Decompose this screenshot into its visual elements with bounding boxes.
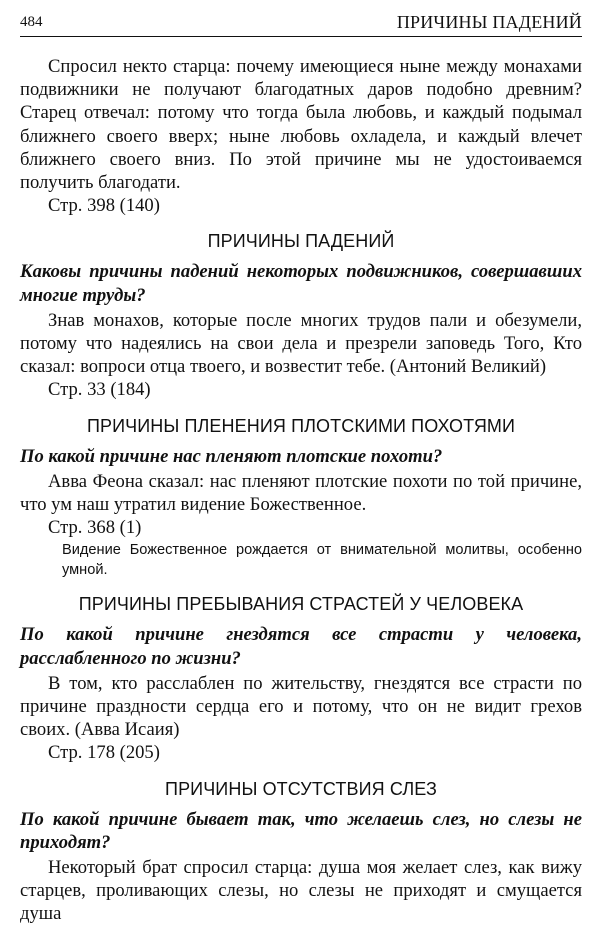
section-question: По какой причине гнездятся все страсти у человека, расслабленного по жизни? (20, 624, 582, 669)
section-question: Каковы причины падений некоторых подвижников, совершавших многие труды? (20, 261, 582, 306)
section-passions (20, 592, 582, 764)
section-heading: ПРИЧИНЫ ОТСУТСТВИЯ СЛЕЗ (165, 778, 437, 799)
section-tears (20, 777, 582, 926)
running-head-title: ПРИЧИНЫ ПАДЕНИЙ (396, 12, 582, 32)
section-carnal-lusts (20, 414, 582, 581)
section-reference: Стр. 368 (1) (48, 517, 142, 539)
page-content (20, 55, 582, 926)
section-answer: Некоторый брат спросил старца: душа моя желает слез, как вижу старцев, проливающих слезы, но слезы не приходят и смущается душа (20, 857, 582, 925)
running-head (20, 12, 582, 34)
intro-reference: Стр. 398 (140) (48, 195, 160, 217)
section-reference: Стр. 33 (184) (48, 379, 151, 401)
section-answer: Знав монахов, которые после многих трудов пали и обезумели, потому что надеялись на свои дела и презрели заповедь Того, Кто сказал: вопроси отца твоего, и возвестит тебе. (Антоний Великий) (20, 309, 582, 378)
section-question: По какой причине нас пленяют плотские похоти? (20, 445, 443, 467)
section-heading: ПРИЧИНЫ ПЛЕНЕНИЯ ПЛОТСКИМИ ПОХОТЯМИ (86, 415, 516, 436)
section-answer: Авва Феона сказал: нас пленяют плотские похоти по той причине, что ум наш утратил видение Божественное. (20, 470, 582, 516)
page-number: 484 (20, 14, 43, 30)
intro-paragraph: Спросил некто старца: почему имеющиеся ныне между монахами подвижники не получают благодатных даров подобно древним? Старец отвечал: потому что тогда была любовь, и каждый подымал ближнего своего вверх; ныне любовь охладела, и каждый влечет ближнего своего вниз. По этой причине мы не удостоиваемся получить благодати. (20, 56, 582, 194)
section-falls (20, 229, 582, 401)
section-note: Видение Божественное рождается от внимательной молитвы, особенно умной. (62, 542, 582, 579)
section-reference: Стр. 178 (205) (48, 742, 160, 764)
section-answer: В том, кто расслаблен по жительству, гнездятся все страсти по причине праздности сердца его и потому, что он не видит грехов своих. (Авва Исаия) (20, 672, 582, 741)
section-heading: ПРИЧИНЫ ПАДЕНИЙ (207, 231, 395, 252)
header-rule (20, 36, 582, 37)
section-heading: ПРИЧИНЫ ПРЕБЫВАНИЯ СТРАСТЕЙ У ЧЕЛОВЕКА (78, 594, 524, 615)
section-question: По какой причине бывает так, что желаешь слез, но слезы не приходят? (20, 808, 582, 853)
